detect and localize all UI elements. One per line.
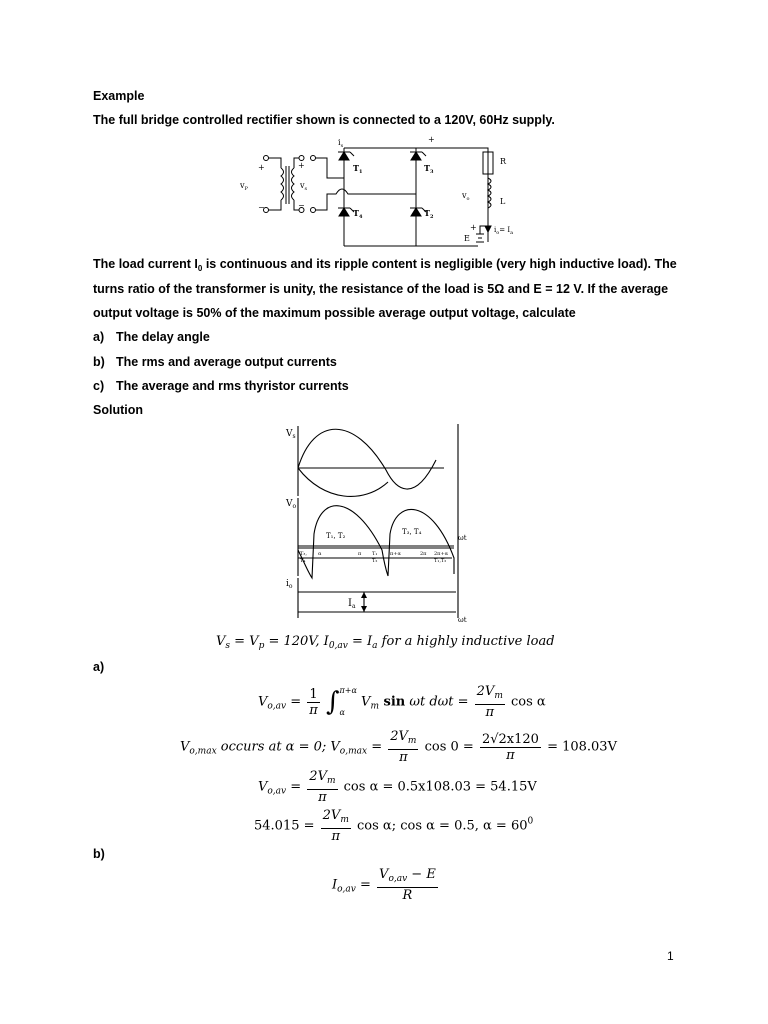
svg-text:Vs: $V_s$ xyxy=(286,429,296,440)
svg-text:vo: $v_o$ xyxy=(462,191,470,202)
minus-output: _ xyxy=(430,237,434,246)
axis-mark: T₄ xyxy=(300,558,306,564)
pulse-label-t3t4: T₃, T₄ xyxy=(402,528,422,536)
minus-primary: − xyxy=(258,203,265,212)
io-label: i xyxy=(494,226,497,234)
list-item: c) The average and rms thyristor currents xyxy=(93,379,349,393)
axis-mark: 2π xyxy=(420,551,427,557)
list-item: a) The delay angle xyxy=(93,330,210,344)
plus-secondary: + xyxy=(298,161,305,170)
axis-mark: π+α xyxy=(390,551,401,557)
equation-average-current: $I_{o,av}$ = $\frac{V_{o,av} - E}{R}$ xyxy=(332,867,436,903)
equation-max-voltage: $V_{o,max}$ occurs at α = 0; $V_{o,max}$ = $\frac{2V_m}{\pi}$ cos 0 = $\frac{2√2x120}{\pi}$ = 108.03V xyxy=(180,729,617,765)
part-a-label: a) xyxy=(93,660,105,674)
t1-label: T xyxy=(353,163,359,173)
svg-text:is: $i_s$ xyxy=(338,138,344,149)
axis-mark: T₁ xyxy=(372,551,378,557)
t3-label: T xyxy=(424,163,430,173)
e-label: E xyxy=(464,234,470,243)
l-label: L xyxy=(500,197,506,206)
rectifier-circuit-diagram xyxy=(238,135,514,250)
is-label: i xyxy=(338,138,341,147)
pulse-label-t1t2: T₁, T₂ xyxy=(326,532,346,540)
waveform-sketch xyxy=(284,422,470,622)
minus-secondary: − xyxy=(298,201,305,210)
svg-text:io: $i_o$ xyxy=(286,579,293,590)
equation-supply: $V_s = V_p = 120V$, $I_{0,av} = I_a$ for a highly inductive load xyxy=(216,634,555,651)
problem-line-1: The load current $I_0$ is continuous and its ripple content is negligible (very high inductive load). The xyxy=(93,257,677,273)
vs-axis-label: V xyxy=(286,429,293,439)
plus-battery: + xyxy=(470,223,477,232)
integral-sign: ∫ xyxy=(325,687,340,717)
r-label: R xyxy=(500,157,507,166)
example-heading: Example xyxy=(93,89,145,103)
ia-label: I xyxy=(348,598,352,609)
axis-mark: T₁,T₂ xyxy=(434,558,447,564)
part-b-label: b) xyxy=(93,847,105,861)
axis-mark: 2π+α xyxy=(434,551,449,557)
list-item: b) The rms and average output currents xyxy=(93,355,337,369)
svg-text:Vo: $V_o$ xyxy=(286,499,297,510)
svg-text:vP: $v_P$ xyxy=(240,181,248,192)
axis-mark: α xyxy=(318,551,322,557)
problem-line-3: output voltage is 50% of the maximum possible average output voltage, calculate xyxy=(93,306,576,320)
svg-text:T3: $T_3$ xyxy=(424,163,434,175)
solution-heading: Solution xyxy=(93,403,143,417)
wt-label-middle: ωt xyxy=(458,534,467,542)
equation-delay-angle: 54.015 = $\frac{2V_m}{\pi}$ cos α; cos α = 0.5, $\alpha = 60^0$ xyxy=(254,808,534,844)
vs-label: v xyxy=(300,181,305,190)
equation-half-voltage: $V_{o,av}$ = $\frac{2V_m}{\pi}$ cos α = 0.5x108.03 = 54.15V xyxy=(258,769,537,805)
vp-label: v xyxy=(240,181,245,190)
svg-text:T4: $T_4$ xyxy=(353,208,363,220)
svg-text:Ia: $I_a$ xyxy=(348,598,356,610)
svg-text:io= Ia: $i_o= I_a$ xyxy=(494,226,514,236)
axis-mark: T₂ xyxy=(372,558,378,564)
page-number: 1 xyxy=(667,949,674,963)
svg-text:T1: $T_1$ xyxy=(353,163,363,175)
io-axis-label: i xyxy=(286,579,289,589)
problem-line-2: turns ratio of the transformer is unity, the resistance of the load is 5Ω and E = 12 V. If the average xyxy=(93,282,669,296)
plus-primary: + xyxy=(258,163,265,172)
svg-text:vs: $v_s$ xyxy=(300,181,308,192)
intro-text: The full bridge controlled rectifier shown is connected to a 120V, 60Hz supply. xyxy=(93,113,555,127)
axis-mark: T₃, xyxy=(300,551,307,557)
vo-axis-label: V xyxy=(286,499,293,509)
axis-mark: π xyxy=(358,551,362,557)
vo-label: v xyxy=(462,191,467,200)
t2-label: T xyxy=(424,208,430,218)
plus-output: + xyxy=(428,135,435,144)
svg-text:T2: $T_2$ xyxy=(424,208,434,220)
equation-average-voltage: $V_{o,av}$ = $\frac{1}{\pi}$ ∫ π+α α $V_m$ sin ωt dωt = $\frac{2V_m}{\pi}$ cos α xyxy=(258,684,546,720)
t4-label: T xyxy=(353,208,359,218)
wt-label-bottom: ωt xyxy=(458,616,467,624)
